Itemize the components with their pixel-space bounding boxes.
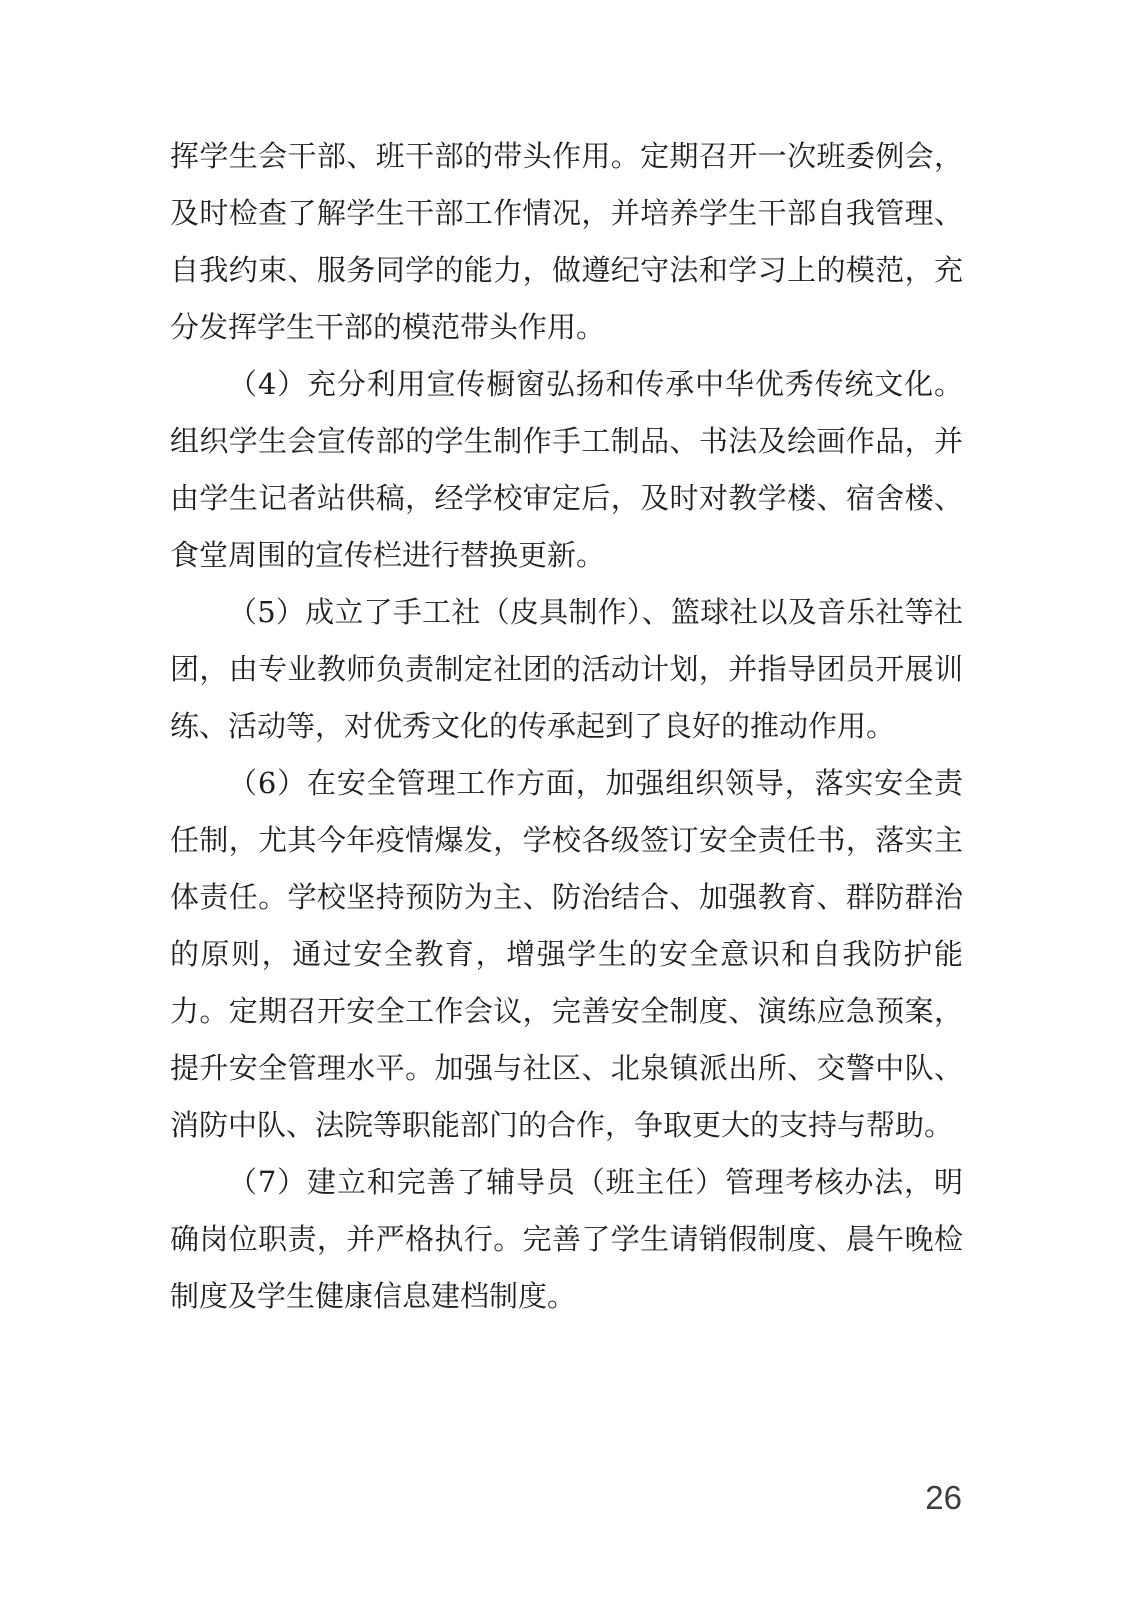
paragraph-continuation: 挥学生会干部、班干部的带头作用。定期召开一次班委例会，及时检查了解学生干部工作情况，并培养学生干部自我管理、自我约束、服务同学的能力，做遵纪守法和学习上的模范，充分发挥学生干部的模范带头作用。 — [170, 139, 963, 344]
paragraph-item-5: （5）成立了手工社（皮具制作）、篮球社以及音乐社等社团，由专业教师负责制定社团的活动计划，并指导团员开展训练、活动等，对优秀文化的传承起到了良好的推动作用。 — [170, 595, 963, 743]
paragraph-item-6: （6）在安全管理工作方面，加强组织领导，落实安全责任制，尤其今年疫情爆发，学校各级签订安全责任书，落实主体责任。学校坚持预防为主、防治结合、加强教育、群防群治的原则，通过安全教育，增强学生的安全意识和自我防护能力。定期召开安全工作会议，完善安全制度、演练应急预案，提升安全管理水平。加强与社区、北泉镇派出所、交警中队、消防中队、法院等职能部门的合作，争取更大的支持与帮助。 — [170, 766, 963, 1142]
document-body — [170, 128, 963, 1325]
paragraph-item-7: （7）建立和完善了辅导员（班主任）管理考核办法，明确岗位职责，并严格执行。完善了学生请销假制度、晨午晚检制度及学生健康信息建档制度。 — [170, 1165, 963, 1313]
page-number: 26 — [925, 1479, 962, 1516]
paragraph-item-4: （4）充分利用宣传橱窗弘扬和传承中华优秀传统文化。组织学生会宣传部的学生制作手工制品、书法及绘画作品，并由学生记者站供稿，经学校审定后，及时对教学楼、宿舍楼、食堂周围的宣传栏进行替换更新。 — [170, 367, 963, 572]
